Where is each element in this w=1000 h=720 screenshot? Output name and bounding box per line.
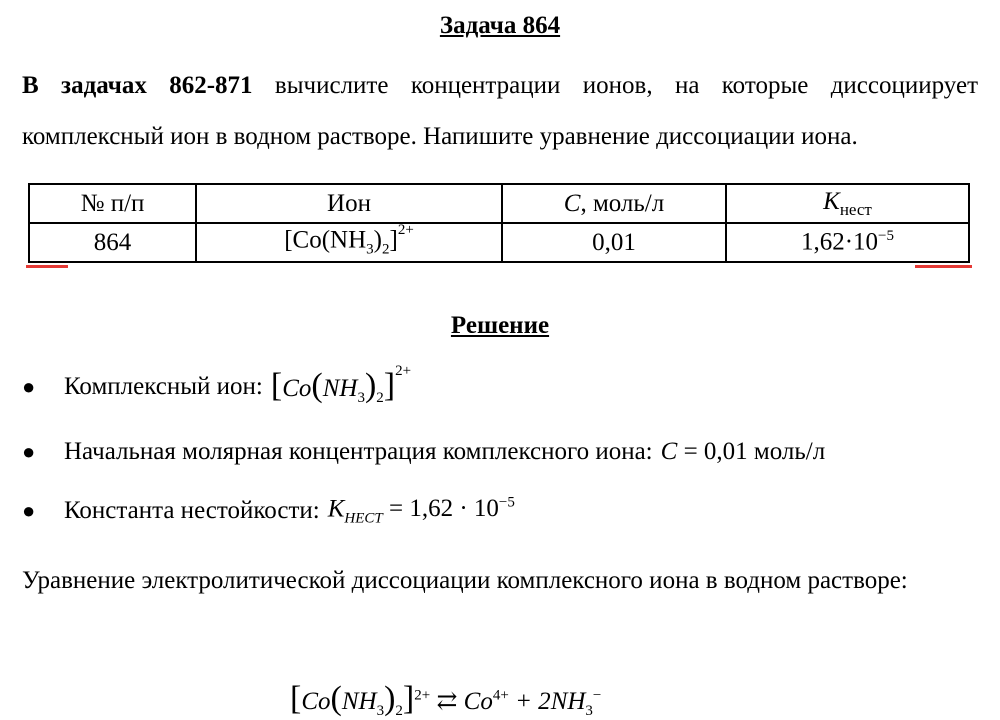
dissociation-equation: $[Co(NH_3)_2]^{2+}$ ⇄ $Co^{4+} + 2NH_3^-$ [290,680,602,719]
formula-complex-ion: $[Co(NH_3)_2]^{2+}$ [270,362,412,406]
header-ion: Ион [196,184,502,223]
problem-title: Задача 864 [439,12,561,39]
cell-concentration: 0,01 [502,223,726,262]
problem-intro [22,60,978,162]
table-header-row [29,184,969,223]
solution-title: Решение [450,312,550,339]
equation-paragraph: Уравнение электролитической диссоциации комплексного иона в водном растворе: [22,567,908,594]
red-underline-right [915,265,972,268]
bullet-label: Комплексный ион: [64,373,263,400]
bullet-concentration [22,438,825,466]
bullet-icon: ● [22,374,36,399]
red-underline-left [26,265,68,268]
cell-knest: $1,62\cdot 10^{-5}$ [726,223,969,262]
header-concentration: C, моль/л [502,184,726,223]
formula-concentration: C = 0,01 моль/л [660,438,826,465]
intro-bold: В задачах 862-871 [22,72,253,99]
data-table [28,183,970,263]
intro-text: вычислите концентрации ионов, на которые диссоциирует комплексный ион в водном растворе. Напишите уравнение диссоциации иона. [22,72,978,150]
bullet-complex-ion [22,362,412,407]
formula-constant: $K_{НЕСТ} = 1,62 \cdot 10^{-5}$ [327,495,515,527]
bullet-icon: ● [22,439,36,464]
cell-number: 864 [29,223,196,262]
table-row [29,223,969,262]
bullet-label: Начальная молярная концентрация комплексного иона: [64,438,653,465]
bullet-icon: ● [22,498,36,524]
header-number: № п/п [29,184,196,223]
header-knest: $K_{нест}$ [726,184,969,223]
bullet-constant [22,495,515,527]
cell-ion: $[Co(NH_3)_2]^{2+}$ [196,223,502,262]
bullet-label: Константа нестойкости: [64,497,320,525]
